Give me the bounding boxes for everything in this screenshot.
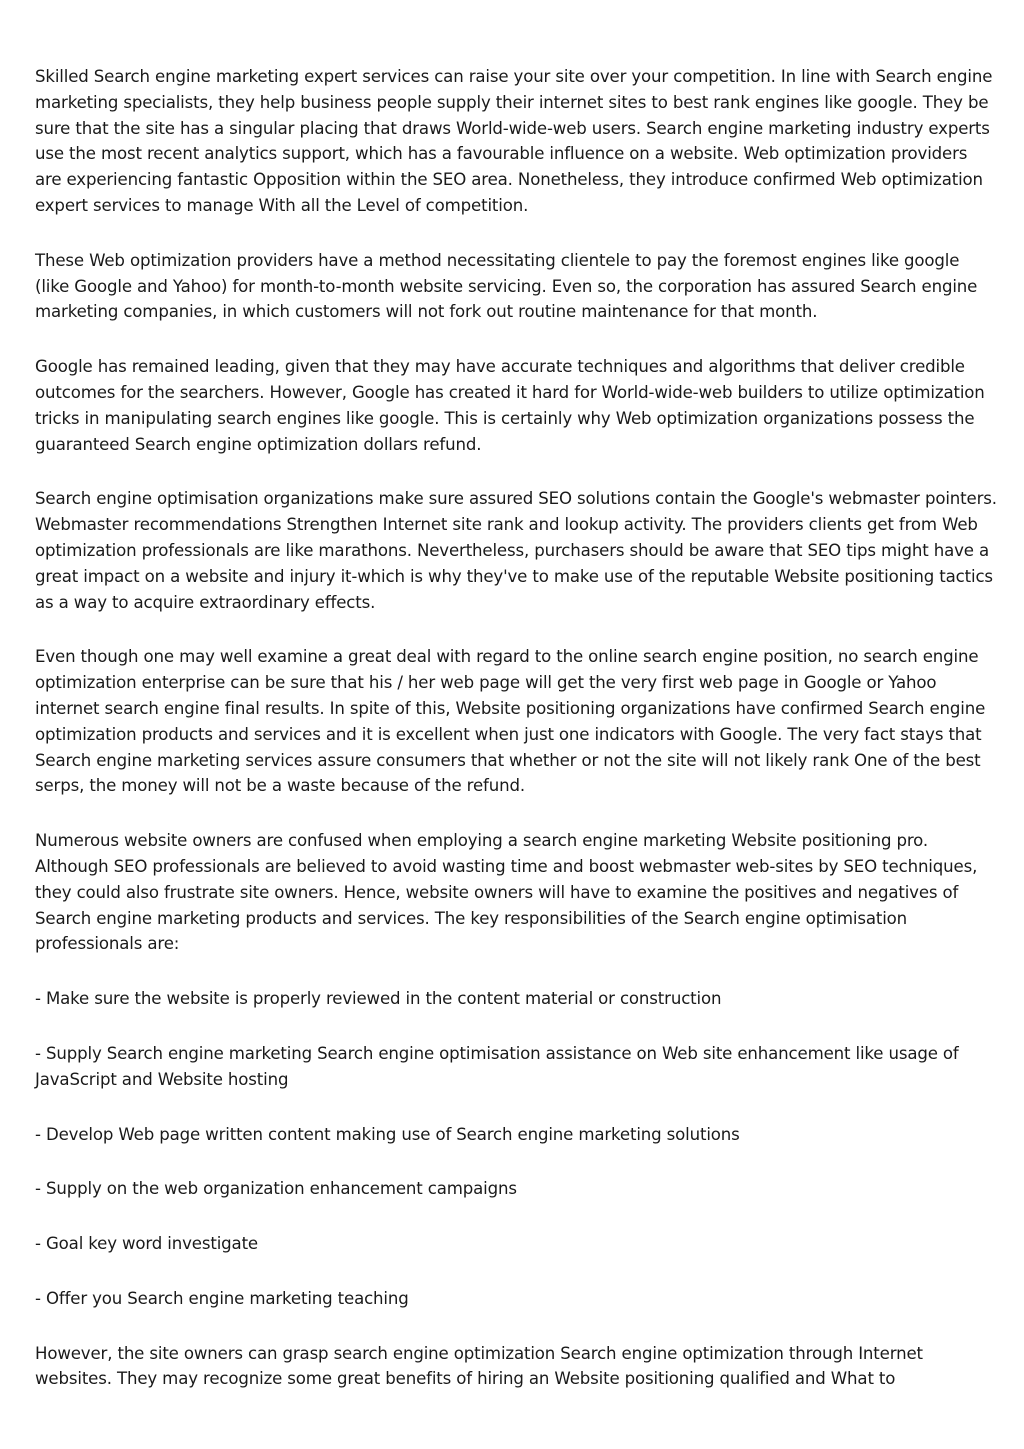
- list-item-keyword-research: - Goal key word investigate: [35, 1234, 258, 1254]
- paragraph-closing: However, the site owners can grasp search engine optimization Search engine optimization through Internet websites. They may recognize some great benefits of hiring an Website positioning qualified and What to: [35, 1343, 923, 1389]
- paragraph-google-leading: Google has remained leading, given that they may have accurate techniques and algorithms that deliver credible outcomes for the searchers. However, Google has created it hard for World-wide-web builders to utilize optimization tricks in manipulating search engines like google. This is certainly why Web optimization organizations possess the guaranteed Search engine optimization dollars refund.: [35, 357, 985, 454]
- list-item-develop-content: - Develop Web page written content making use of Search engine marketing solutions: [35, 1124, 740, 1144]
- list-item-review-website: - Make sure the website is properly reviewed in the content material or construction: [35, 989, 722, 1009]
- list-item-teaching: - Offer you Search engine marketing teaching: [35, 1288, 409, 1308]
- paragraph-intro: Skilled Search engine marketing expert services can raise your site over your competition. In line with Search engine marketing specialists, they help business people supply their internet sites to best rank engines like google. They be sure that the site has a singular placing that draws World-wide-web users. Search engine marketing industry experts use the most recent analytics support, which has a favourable influence on a website. Web optimization providers are experiencing fantastic Opposition within the SEO area. Nonetheless, they introduce confirmed Web optimization expert services to manage With all the Level of competition.: [35, 67, 993, 215]
- paragraph-providers-method: These Web optimization providers have a method necessitating clientele to pay the foremost engines like google (like Google and Yahoo) for month-to-month website servicing. Even so, the corporation has assured Search engine marketing companies, in which customers will not fork out routine maintenance for that month.: [35, 250, 978, 322]
- paragraph-search-position: Even though one may well examine a great deal with regard to the online search engine position, no search engine optimization enterprise can be sure that his / her web page will get the very first web page in Google or Yahoo internet search engine final results. In spite of this, Website positioning organizations have confirmed Search engine optimization products and services and it is excellent when just one indicators with Google. The very fact stays that Search engine marketing services assure consumers that whether or not the site will not likely rank One of the best serps, the money will not be a waste because of the refund.: [35, 647, 986, 796]
- list-item-campaigns: - Supply on the web organization enhancement campaigns: [35, 1179, 517, 1199]
- paragraph-webmaster-pointers: Search engine optimisation organizations make sure assured SEO solutions contain the Google's webmaster pointers. Webmaster recommendations Strengthen Internet site rank and lookup activity. The providers clients get from Web optimization professionals are like marathons. Nevertheless, purchasers should be aware that SEO tips might have a great impact on a website and injury it-which is why they've to make use of the reputable Website positioning tactics as a way to acquire extraordinary effects.: [35, 489, 997, 612]
- document-body: [35, 64, 997, 1392]
- list-item-supply-assistance: - Supply Search engine marketing Search engine optimisation assistance on Web site enhancement like usage of JavaScript and Website hosting: [35, 1043, 959, 1089]
- paragraph-website-owners: Numerous website owners are confused when employing a search engine marketing Website positioning pro. Although SEO professionals are believed to avoid wasting time and boost webmaster web-sites by SEO techniques, they could also frustrate site owners. Hence, website owners will have to examine the positives and negatives of Search engine marketing products and services. The key responsibilities of the Search engine optimisation professionals are:: [35, 831, 978, 954]
